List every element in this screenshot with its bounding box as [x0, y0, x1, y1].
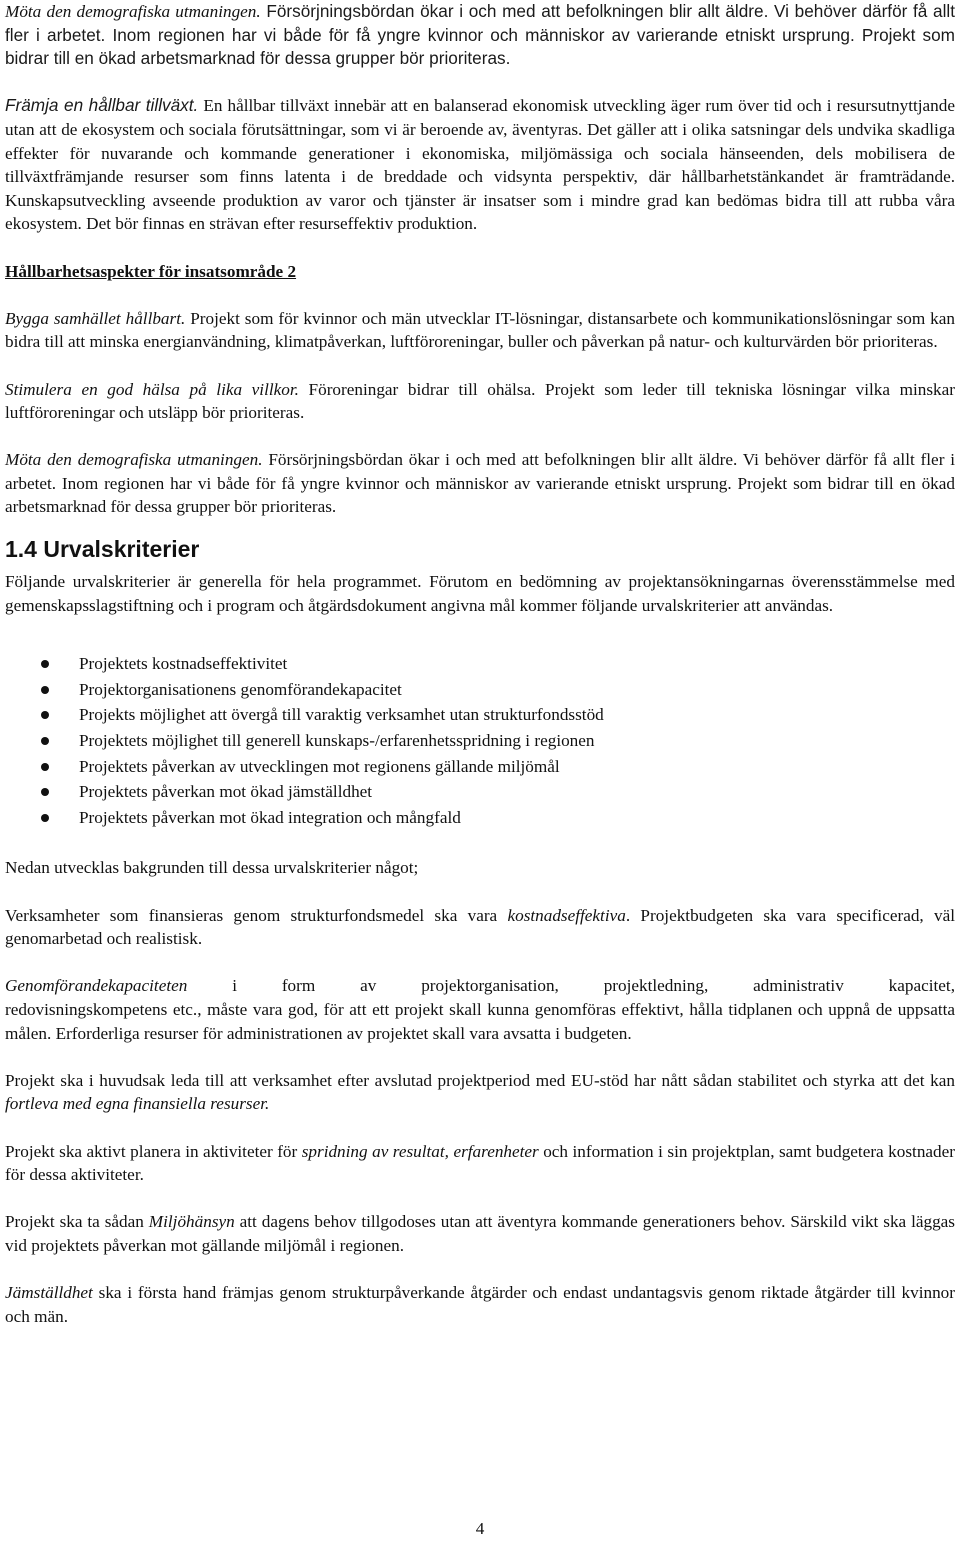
list-item-text: Projekts möjlighet att övergå till varaktig verksamhet utan strukturfondsstöd: [79, 705, 604, 725]
paragraph-health: [5, 378, 955, 425]
section-title-selection-criteria: 1.4 Urvalskriterier: [5, 536, 200, 563]
paragraph-text: Projekt som för kvinnor och män utvecklar IT-lösningar, distansarbete och kommunikationslösningar som kan bidra till att minska energianvändning, klimatpåverkan, luftföroreningar, buller och påverkan på natur- och kulturvärden bör prioriteras.: [5, 308, 955, 352]
bullet-icon: [41, 788, 49, 796]
subheading-build-society: Bygga samhället hållbart.: [5, 308, 186, 328]
emphasis-equality: Jämställdhet: [5, 1283, 93, 1303]
paragraph-text: Projekt ska aktivt planera in aktiviteter för: [5, 1141, 302, 1161]
paragraph-text: att dagens behov tillgodoses utan att äventyra kommande generationers behov. Särskild vikt ska läggas vid projektets påverkan mot gällande miljömål i regionen.: [5, 1212, 955, 1255]
list-item: [5, 805, 955, 831]
list-item-text: Projektets påverkan av utvecklingen mot regionens gällande miljömål: [79, 756, 560, 776]
list-item-text: Projektets möjlighet till generell kunskaps-/erfarenhetsspridning i regionen: [79, 731, 595, 751]
emphasis-own-financing: fortleva med egna finansiella resurser.: [5, 1094, 270, 1114]
paragraph-equality: [5, 1281, 955, 1328]
paragraph-text: Projekt ska i huvudsak leda till att verksamhet efter avslutad projektperiod med EU-stöd har nått sådan stabilitet och styrka att det kan: [5, 1070, 955, 1090]
paragraph-text: Försörjningsbördan ökar i och med att befolkningen blir allt äldre. Vi behöver därför få allt fler i arbetet. Inom regionen har vi både för få yngre kvinnor och människor av varierande etniskt ursprung. Projekt som bidrar till en ökad arbetsmarknad för dessa grupper bör prioriteras.: [5, 1, 955, 69]
emphasis-environment: Miljöhänsyn: [148, 1212, 235, 1232]
document-page: [5, 0, 955, 1328]
paragraph-implementation-capacity-rest: redovisningskompetens etc., måste vara god, för att ett projekt skall kunna genomföras effektivt, hålla tidplanen och uppnå de uppsatta målen. Erforderliga resurser för administrationen av projektet skall vara avsatta i budgeten.: [5, 999, 955, 1043]
emphasis-cost-effective: kostnadseffektiva: [507, 905, 626, 925]
list-item: [5, 728, 955, 754]
list-item-text: Projektorganisationens genomförandekapacitet: [79, 679, 402, 699]
list-item-text: Projektets påverkan mot ökad integration och mångfald: [79, 807, 461, 827]
bullet-icon: [41, 763, 49, 771]
paragraph-build-society: [5, 307, 955, 354]
emphasis-implementation-capacity: Genomförandekapaciteten: [5, 976, 188, 996]
subheading-demographic: Möta den demografiska utmaningen.: [5, 2, 261, 21]
emphasis-dissemination: spridning av resultat, erfarenheter: [301, 1141, 539, 1161]
paragraph-text: En hållbar tillväxt innebär att en balanserad ekonomisk utveckling äger rum över tid och i resursutnyttjande utan att de ekosystem och sociala förutsättningar, som vi är beroende av, äventyras. Det gäller att i olika satsningar dels undvika skadliga effekter för nuvarande och kommande generationer i ekonomiska, miljömässiga och sociala hänseenden, dels mobilisera de tillväxtfrämjande resurser som finns latenta i de breddade och vidsynta perspektiv, där hållbarhetstänkandet är framträdande. Kunskapsutveckling avseende produktion av varor och tjänster är insatser som i mindre grad kan bedömas bidra till att rubba våra ekosystem. Det bör finnas en strävan efter resurseffektiv produktion.: [5, 96, 956, 234]
paragraph-criteria-intro: Följande urvalskriterier är generella för hela programmet. Förutom en bedömning av projektansökningarnas överensstämmelse med gemenskapsslagstiftning och i program och åtgärdsdokument angivna mål kommer följande urvalskriterier att användas.: [5, 572, 955, 615]
paragraph-text: ska i första hand främjas genom strukturpåverkande åtgärder och endast undantagsvis genom riktade åtgärder till kvinnor och män.: [5, 1283, 955, 1326]
paragraph-text: Verksamheter som finansieras genom strukturfondsmedel ska vara: [5, 905, 508, 925]
paragraph-demographic-second: [5, 448, 955, 519]
bullet-icon: [41, 711, 49, 719]
subheading-sustainable-growth: Främja en hållbar tillväxt.: [5, 95, 199, 116]
paragraph-text: i form av projektorganisation, projektledning, administrativ kapacitet,: [187, 976, 955, 996]
section-heading-sustainability: [5, 260, 955, 284]
list-item: [5, 754, 955, 780]
paragraph-text: Projekt ska ta sådan: [5, 1212, 149, 1232]
paragraph-demographic-top: [5, 0, 955, 71]
bullet-icon: [41, 737, 49, 745]
paragraph-cost-effectiveness: [5, 904, 955, 951]
paragraph-dissemination: [5, 1140, 955, 1187]
paragraph-environment: [5, 1210, 955, 1257]
bullet-icon: [41, 814, 49, 822]
list-item: [5, 779, 955, 805]
list-item-text: Projektets kostnadseffektivitet: [79, 654, 288, 674]
heading-text: Hållbarhetsaspekter för insatsområde 2: [5, 261, 297, 281]
paragraph-text: . Projektbudgeten ska vara specificerad, väl genomarbetad och realistisk.: [5, 905, 955, 949]
subheading-demographic: Möta den demografiska utmaningen.: [5, 450, 263, 470]
paragraph-continuation: [5, 1069, 955, 1116]
list-item: [5, 651, 955, 677]
paragraph-text: Föroreningar bidrar till ohälsa. Projekt som leder till tekniska lösningar vilka minskar luftföroreningar och utsläpp bör prioriteras.: [5, 379, 955, 423]
paragraph-text: Försörjningsbördan ökar i och med att befolkningen blir allt äldre. Vi behöver därför få allt fler i arbetet. Inom regionen har vi både för få yngre kvinnor och människor av varierande etniskt ursprung. Projekt som bidrar till en ökad arbetsmarknad för dessa grupper bör prioriteras.: [5, 450, 955, 517]
bullet-icon: [41, 660, 49, 668]
paragraph-background-intro: Nedan utvecklas bakgrunden till dessa urvalskriterier något;: [5, 858, 419, 878]
list-item: [5, 677, 955, 703]
list-item: [5, 702, 955, 728]
paragraph-text: och information i sin projektplan, samt budgetera kostnader för dessa aktiviteter.: [5, 1141, 955, 1185]
paragraph-implementation-capacity-line1: [5, 974, 955, 998]
page-number: 4: [475, 1519, 485, 1538]
bullet-icon: [41, 686, 49, 694]
criteria-list: [5, 651, 955, 830]
list-item-text: Projektets påverkan mot ökad jämställdhet: [79, 782, 373, 802]
paragraph-sustainable-growth: [5, 94, 955, 236]
subheading-health: Stimulera en god hälsa på lika villkor.: [5, 379, 299, 399]
